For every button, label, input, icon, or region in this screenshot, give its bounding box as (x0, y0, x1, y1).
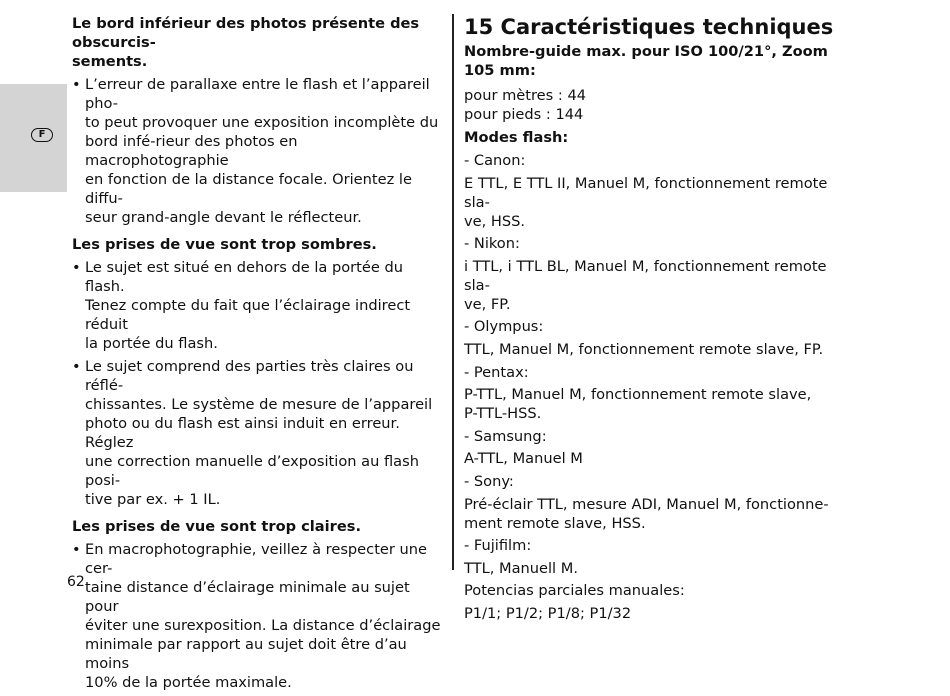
nikon-label: - Nikon: (464, 235, 520, 253)
nikon-modes: i TTL, i TTL BL, Manuel M, fonctionnement remote sla- ve, FP. (464, 257, 827, 313)
sony-label: - Sony: (464, 472, 514, 490)
bullet-macro-distance: • En macrophotographie, veillez à respecter une cer- taine distance d’éclairage minimale au sujet pour éviter une surexposition. La distance d’éclairage minimale par rapport au sujet doit être d’au moins 10% de la portée maximale. (72, 540, 442, 692)
column-divider (452, 14, 454, 570)
bullet-out-of-range: • Le sujet est situé en dehors de la portée du flash. Tenez compte du fait que l’éclairage indirect réduit la portée du flash. (72, 258, 442, 353)
flash-modes-heading: Modes flash: (464, 129, 569, 146)
language-badge: F (31, 128, 53, 142)
heading-too-bright: Les prises de vue sont trop claires. (72, 518, 361, 535)
partial-power-heading: Potencias parciales manuales: (464, 582, 685, 600)
guide-number-heading: Nombre-guide max. pour ISO 100/21°, Zoom 105 mm: (464, 43, 828, 79)
heading-too-dark: Les prises de vue sont trop sombres. (72, 236, 377, 253)
pentax-modes: P-TTL, Manuel M, fonctionnement remote slave, P-TTL-HSS. (464, 386, 812, 423)
partial-power-values: P1/1; P1/2; P1/8; P1/32 (464, 604, 632, 622)
canon-label: - Canon: (464, 152, 526, 169)
samsung-label: - Samsung: (464, 427, 547, 445)
right-column (464, 14, 844, 627)
samsung-modes: A-TTL, Manuel M (464, 450, 583, 468)
sony-modes: Pré-éclair TTL, mesure ADI, Manuel M, fonctionne- ment remote slave, HSS. (464, 495, 829, 532)
olympus-modes: TTL, Manuel M, fonctionnement remote slave, FP. (464, 340, 824, 358)
page-number: 62 (67, 574, 85, 590)
fujifilm-modes: TTL, Manuell M. (464, 559, 578, 577)
bullet-parallax: • L’erreur de parallaxe entre le flash et l’appareil pho- to peut provoquer une exposition incomplète du bord infé-rieur des photos en macrophotographie en fonction de la distance focale. Orientez le diffu- seur grand-angle devant le réflecteur. (72, 75, 442, 227)
canon-modes: E TTL, E TTL II, Manuel M, fonctionnement remote sla- ve, HSS. (464, 174, 828, 230)
fujifilm-label: - Fujifilm: (464, 537, 532, 555)
bullet-reflective-subject: • Le sujet comprend des parties très claires ou réflé- chissantes. Le système de mesure de l’appareil photo ou du flash est ainsi induit en erreur. Réglez une correction manuelle d’exposition au flash posi- tive par ex. + 1 IL. (72, 357, 442, 509)
section-title: 15 Caractéristiques techniques (464, 15, 834, 39)
olympus-label: - Olympus: (464, 318, 544, 336)
guide-number-values: pour mètres : 44 pour pieds : 144 (464, 87, 587, 123)
left-column (72, 14, 442, 696)
pentax-label: - Pentax: (464, 363, 529, 381)
heading-dark-edge: Le bord inférieur des photos présente des obscurcis- sements. (72, 15, 420, 70)
